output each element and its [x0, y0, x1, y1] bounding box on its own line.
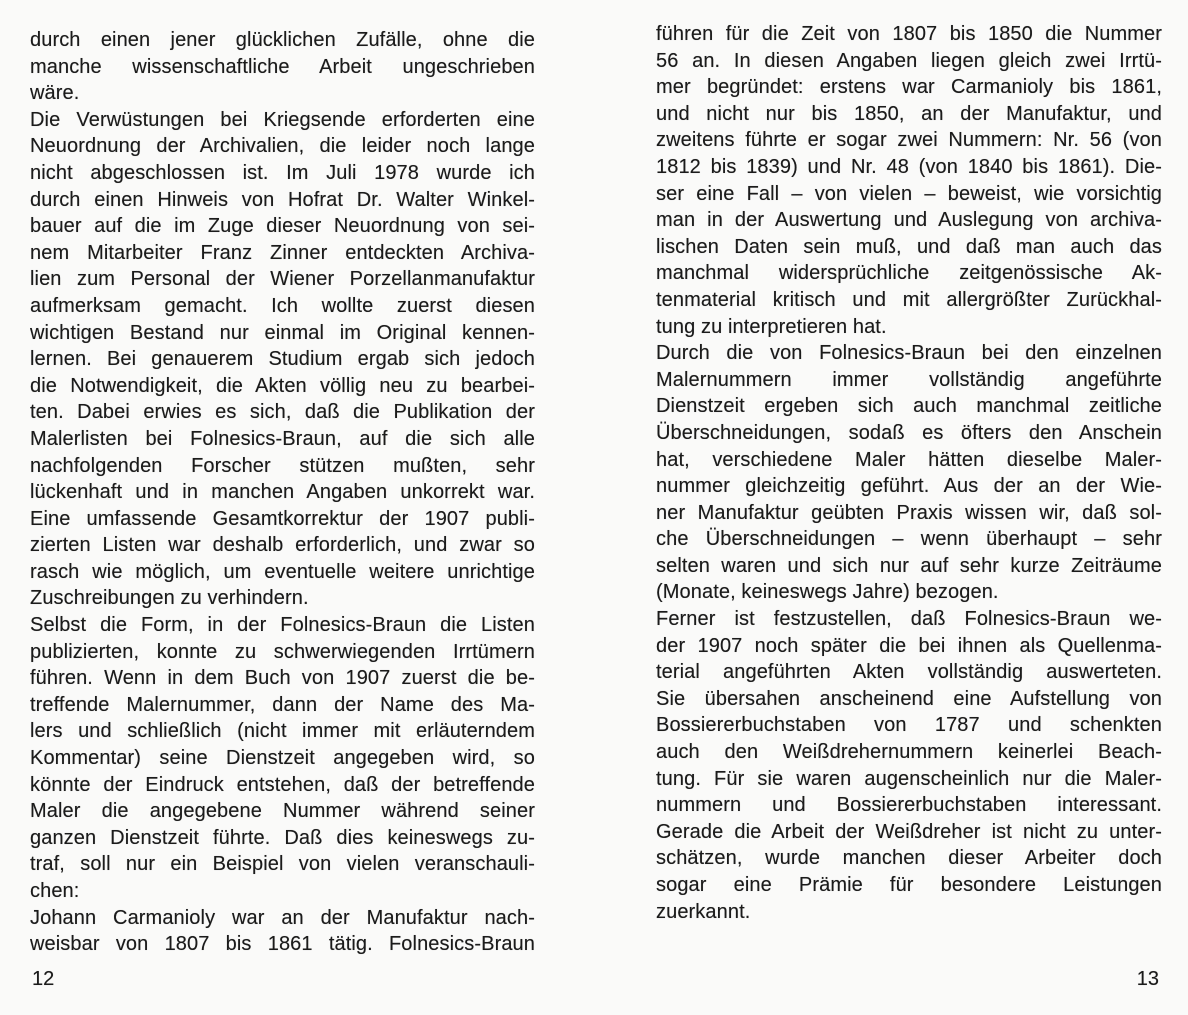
text-line: 56 an. In diesen Angaben liegen gleich zwei Irrtü- — [656, 49, 1162, 72]
text-line: wäre. — [30, 82, 80, 105]
text-line: auch den Weißdrehernummern keinerlei Beach- — [656, 741, 1162, 764]
text-line: lischen Daten sein muß, und daß man auch das — [656, 235, 1162, 258]
text-line: wichtigen Bestand nur einmal im Original kennen- — [30, 321, 535, 344]
text-line: zweitens führte er sogar zwei Nummern: Nr. 56 (von — [656, 129, 1162, 152]
text-line: nem Mitarbeiter Franz Zinner entdeckten Archiva- — [30, 241, 535, 264]
text-line: weisbar von 1807 bis 1861 tätig. Folnesics-Braun — [30, 933, 535, 956]
text-line: lückenhaft und in manchen Angaben unkorrekt war. — [30, 481, 535, 504]
text-line: Bossiererbuchstaben von 1787 und schenkten — [656, 714, 1162, 737]
text-line: terial angeführten Akten vollständig auswerteten. — [656, 661, 1162, 684]
text-line: der 1907 noch später die bei ihnen als Quellenma- — [656, 634, 1162, 657]
text-line: nummer gleichzeitig geführt. Aus der an der Wie- — [656, 475, 1162, 498]
text-line: sogar eine Prämie für besondere Leistungen — [656, 874, 1162, 896]
text-line: aufmerksam gemacht. Ich wollte zuerst diesen — [30, 294, 535, 317]
text-line: Gerade die Arbeit der Weißdreher ist nicht zu unter- — [656, 820, 1162, 843]
text-line: Sie übersahen anscheinend eine Aufstellung von — [656, 687, 1162, 710]
text-line: nachfolgenden Forscher stützen mußten, sehr — [30, 454, 535, 477]
text-line: Malernummern immer vollständig angeführte — [656, 368, 1162, 391]
text-line: che Überschneidungen – wenn überhaupt – sehr — [656, 528, 1162, 551]
text-line: Ferner ist festzustellen, daß Folnesics-Braun we- — [656, 608, 1162, 631]
text-line: ser eine Fall – von vielen – beweist, wie vorsichtig — [656, 182, 1162, 205]
text-line: treffende Malernummer, dann der Name des Ma- — [30, 693, 535, 716]
text-line: bauer auf die im Zuge dieser Neuordnung von sei- — [30, 215, 535, 238]
text-line: Zuschreibungen zu verhindern. — [30, 587, 309, 610]
text-line: Dienstzeit ergeben sich auch manchmal zeitliche — [656, 395, 1162, 418]
text-line: zuerkannt. — [656, 900, 751, 923]
text-line: führen. Wenn in dem Buch von 1907 zuerst die be- — [30, 667, 535, 690]
text-line: lien zum Personal der Wiener Porzellanmanufaktur — [30, 268, 535, 291]
text-line: chen: — [30, 880, 80, 902]
text-line: Selbst die Form, in der Folnesics-Braun die Listen — [30, 614, 535, 637]
text-line: Johann Carmanioly war an der Manufaktur nach- — [30, 906, 535, 929]
text-line: ner Manufaktur geübten Praxis wissen wir, daß sol- — [656, 501, 1162, 524]
text-line: Kommentar) seine Dienstzeit angegeben wird, so — [30, 747, 535, 770]
page-number-right: 13 — [1136, 968, 1159, 990]
text-line: manche wissenschaftliche Arbeit ungeschrieben — [30, 55, 535, 78]
text-line: die Notwendigkeit, die Akten völlig neu zu bearbei- — [30, 374, 535, 397]
text-line: publizierten, konnte zu schwerwiegenden Irrtümern — [30, 640, 535, 663]
page-number-left: 12 — [32, 968, 55, 990]
text-line: rasch wie möglich, um eventuelle weitere unrichtige — [30, 560, 535, 583]
text-line: lers und schließlich (nicht immer mit erläuterndem — [30, 720, 535, 743]
text-line: traf, soll nur ein Beispiel von vielen veranschauli- — [30, 853, 535, 876]
text-line: 1812 bis 1839) und Nr. 48 (von 1840 bis 1861). Die- — [656, 155, 1162, 178]
text-line: Durch die von Folnesics-Braun bei den einzelnen — [656, 342, 1162, 365]
text-line: ten. Dabei erwies es sich, daß die Publikation der — [30, 401, 535, 424]
text-line: manchmal widersprüchliche zeitgenössische Ak- — [656, 262, 1162, 285]
text-line: tenmaterial kritisch und mit allergrößter Zurückhal- — [656, 288, 1162, 311]
text-line: führen für die Zeit von 1807 bis 1850 die Nummer — [656, 23, 1162, 45]
text-line: man in der Auswertung und Auslegung von archiva- — [656, 209, 1162, 232]
text-line: ganzen Dienstzeit führte. Daß dies keineswegs zu- — [30, 826, 535, 849]
text-line: Die Verwüstungen bei Kriegsende erforderten eine — [30, 108, 535, 131]
text-line: tung. Für sie waren augenscheinlich nur die Maler- — [656, 767, 1162, 790]
text-line: durch einen Hinweis von Hofrat Dr. Walter Winkel- — [30, 188, 535, 211]
text-line: und nicht nur bis 1850, an der Manufaktur, und — [656, 102, 1162, 125]
text-line: Malerlisten bei Folnesics-Braun, auf die sich alle — [30, 427, 535, 450]
text-line: Maler die angegebene Nummer während seiner — [30, 800, 535, 823]
text-line: Neuordnung der Archivalien, die leider noch lange — [30, 135, 535, 158]
text-line: schätzen, wurde manchen dieser Arbeiter doch — [656, 847, 1162, 870]
text-line: hat, verschiedene Maler hätten dieselbe Maler- — [656, 448, 1162, 471]
text-line: lernen. Bei genauerem Studium ergab sich jedoch — [30, 348, 535, 371]
text-line: selten waren und sich nur auf sehr kurze Zeiträume — [656, 554, 1162, 577]
text-line: tung zu interpretieren hat. — [656, 315, 887, 338]
page-13-text-column — [656, 21, 1162, 925]
text-line: zierten Listen war deshalb erforderlich, und zwar so — [30, 534, 535, 557]
text-line: mer begründet: erstens war Carmanioly bis 1861, — [656, 76, 1162, 99]
text-line: nicht abgeschlossen ist. Im Juli 1978 wurde ich — [30, 161, 535, 184]
text-line: durch einen jener glücklichen Zufälle, ohne die — [30, 29, 535, 51]
text-line: nummern und Bossiererbuchstaben interessant. — [656, 794, 1162, 817]
text-line: (Monate, keineswegs Jahre) bezogen. — [656, 581, 999, 604]
text-line: könnte der Eindruck entstehen, daß der betreffende — [30, 773, 535, 796]
page-12-text-column — [30, 27, 535, 958]
text-line: Eine umfassende Gesamtkorrektur der 1907 publi- — [30, 507, 535, 530]
text-line: Überschneidungen, sodaß es öfters den Anschein — [656, 421, 1162, 444]
